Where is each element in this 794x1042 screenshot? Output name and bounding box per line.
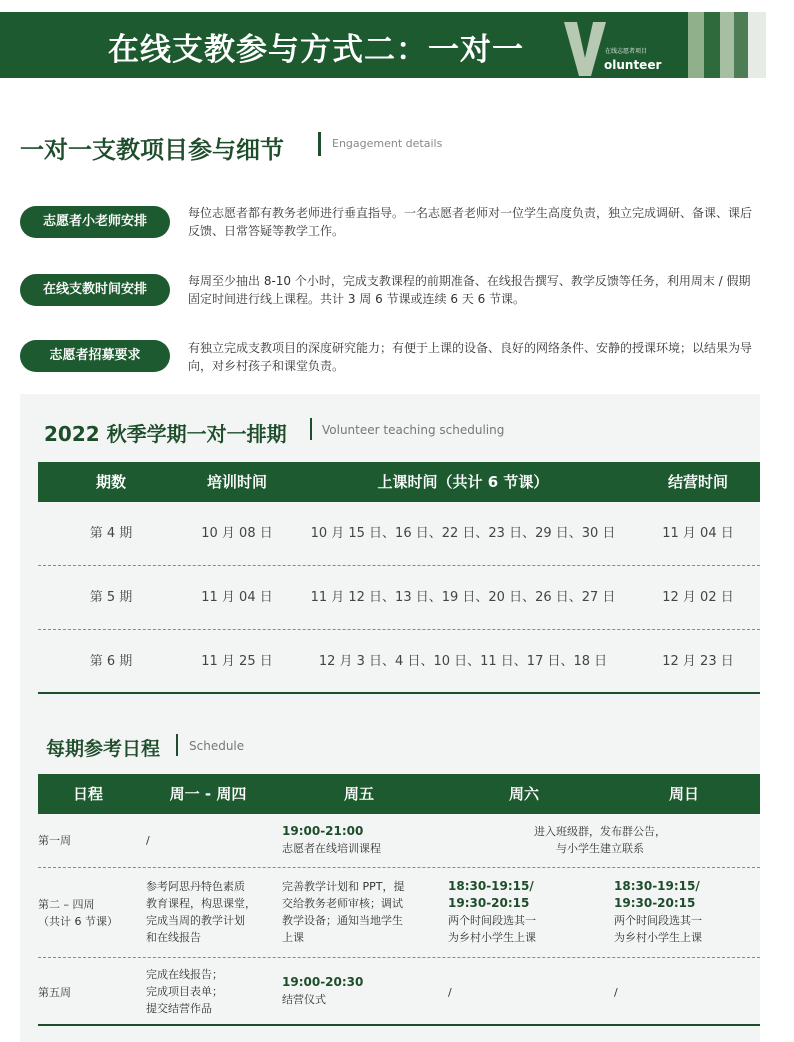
text-line: 为乡村小学生上课: [614, 931, 702, 944]
reference-subtitle: Schedule: [189, 739, 245, 753]
sat-cell: [448, 878, 536, 946]
classes-cell: 11 月 12 日、13 日、19 日、20 日、26 日、27 日: [310, 590, 616, 605]
decor-stripe: [704, 12, 720, 78]
weekend-line: 与小学生建立联系: [556, 842, 644, 855]
detail-recruit-requirements: 有独立完成支教项目的深度研究能力；有便于上课的设备、良好的网络条件、安静的授课环境；以结果为导向，对乡村孩子和课堂负责。: [188, 341, 753, 373]
label-recruit-requirements: 志愿者招募要求: [20, 340, 170, 372]
text-line: 交给教务老师审核；调试: [282, 897, 403, 910]
week-label: [38, 896, 118, 930]
label-teaching-time: 在线支教时间安排: [20, 274, 170, 306]
mon-thu-cell: /: [146, 834, 150, 847]
text-line: 教学设备；通知当地学生: [282, 914, 403, 927]
table-row: [38, 566, 760, 630]
session-cell: 第 6 期: [89, 654, 133, 669]
sun-time: 18:30-19:15/: [614, 879, 700, 893]
fri-text: 志愿者在线培训课程: [282, 842, 381, 855]
page-title: 在线支教参与方式二：一对一: [108, 32, 524, 68]
training-cell: 10 月 08 日: [201, 526, 273, 541]
col-header-closing: 结营时间: [667, 473, 728, 491]
fri-cell: [282, 878, 404, 946]
reference-title: 每期参考日程: [46, 738, 161, 760]
col-header-mon-thu: 周一 - 周四: [169, 785, 247, 803]
week-label: 第五周: [38, 986, 71, 999]
text-line: 教育课程，构思课堂，: [146, 897, 256, 910]
text-line: 和在线报告: [146, 931, 201, 944]
header-banner: [0, 12, 766, 78]
classes-cell: 12 月 3 日、4 日、10 日、11 日、17 日、18 日: [318, 654, 608, 669]
decor-stripe: [720, 12, 734, 78]
session-cell: 第 5 期: [89, 590, 133, 605]
fri-text: 结营仪式: [282, 993, 326, 1006]
decor-stripe: [734, 12, 748, 78]
closing-cell: 11 月 04 日: [662, 526, 734, 541]
text-line: 参考阿思丹特色素质: [146, 880, 245, 893]
col-header-training: 培训时间: [206, 473, 267, 491]
session-cell: 第 4 期: [89, 526, 133, 541]
table-row: [38, 958, 760, 1026]
training-cell: 11 月 04 日: [201, 590, 273, 605]
col-header-classes: 上课时间（共计 6 节课）: [377, 473, 549, 491]
mon-thu-cell: [146, 966, 223, 1017]
text-line: 两个时间段选其一: [614, 914, 702, 927]
detail-teaching-time: 每周至少抽出 8-10 个小时，完成支教课程的前期准备、在线报告撰写、教学反馈等任务，利用周末 / 假期固定时间进行线上课程。共计 3 周 6 节课或连续 6 天 6 节课。: [188, 274, 751, 306]
sat-time: 19:30-20:15: [448, 896, 530, 910]
label-volunteer-teacher: 志愿者小老师安排: [20, 206, 170, 238]
fri-time: 19:00-21:00: [282, 824, 364, 838]
table-row: [38, 502, 760, 566]
volunteer-v-logo-icon: [562, 18, 608, 78]
weekend-line: 进入班级群，发布群公告，: [534, 825, 666, 838]
text-line: 两个时间段选其一: [448, 914, 536, 927]
reference-header: [38, 774, 760, 814]
week-label-line: （共计 6 节课）: [38, 915, 118, 928]
classes-cell: 10 月 15 日、16 日、22 日、23 日、29 日、30 日: [310, 526, 616, 541]
col-header-sun: 周日: [668, 785, 699, 803]
logo-subtitle: 在线志愿者项目: [605, 48, 648, 55]
text-line: 为乡村小学生上课: [448, 931, 536, 944]
text-line: 完成当周的教学计划: [146, 914, 245, 927]
decor-stripe: [688, 12, 704, 78]
sat-cell: /: [448, 986, 452, 999]
text-line: 完成在线报告；: [146, 968, 223, 981]
scheduling-header: [38, 462, 760, 502]
divider: [176, 734, 178, 756]
text-line: 提交结营作品: [146, 1002, 212, 1015]
table-row: [38, 814, 760, 868]
sun-cell: /: [614, 986, 618, 999]
col-header-fri: 周五: [343, 785, 374, 803]
text-line: 完善教学计划和 PPT，提: [282, 880, 405, 893]
fri-cell: [282, 974, 363, 1008]
sat-time: 18:30-19:15/: [448, 879, 534, 893]
decor-stripe: [748, 12, 766, 78]
scheduling-title: 2022 秋季学期一对一排期: [44, 422, 287, 446]
divider: [310, 418, 312, 440]
scheduling-subtitle: Volunteer teaching scheduling: [322, 423, 505, 437]
engagement-subtitle: Engagement details: [332, 137, 443, 150]
fri-time: 19:00-20:30: [282, 975, 364, 989]
text-line: 上课: [282, 931, 304, 944]
week-label-line: 第二 – 四周: [38, 898, 95, 911]
table-row: [38, 868, 760, 958]
col-header-sat: 周六: [508, 785, 539, 803]
col-header-session: 期数: [95, 473, 126, 491]
text-line: 完成项目表单；: [146, 985, 223, 998]
mon-thu-cell: [146, 878, 256, 946]
divider: [318, 132, 321, 156]
engagement-title: 一对一支教项目参与细节: [20, 136, 284, 164]
col-header-week: 日程: [72, 785, 103, 803]
logo-word: olunteer: [604, 58, 662, 72]
fri-cell: [282, 823, 381, 857]
detail-volunteer-teacher: 每位志愿者都有教务老师进行垂直指导。一名志愿者老师对一位学生高度负责，独立完成调研、备课、课后反馈、日常答疑等教学工作。: [188, 206, 753, 238]
table-row: [38, 630, 760, 694]
sun-time: 19:30-20:15: [614, 896, 696, 910]
training-cell: 11 月 25 日: [201, 654, 273, 669]
weekend-cell: [440, 823, 760, 857]
closing-cell: 12 月 23 日: [662, 654, 734, 669]
week-label: 第一周: [38, 834, 71, 847]
sun-cell: [614, 878, 702, 946]
closing-cell: 12 月 02 日: [662, 590, 734, 605]
